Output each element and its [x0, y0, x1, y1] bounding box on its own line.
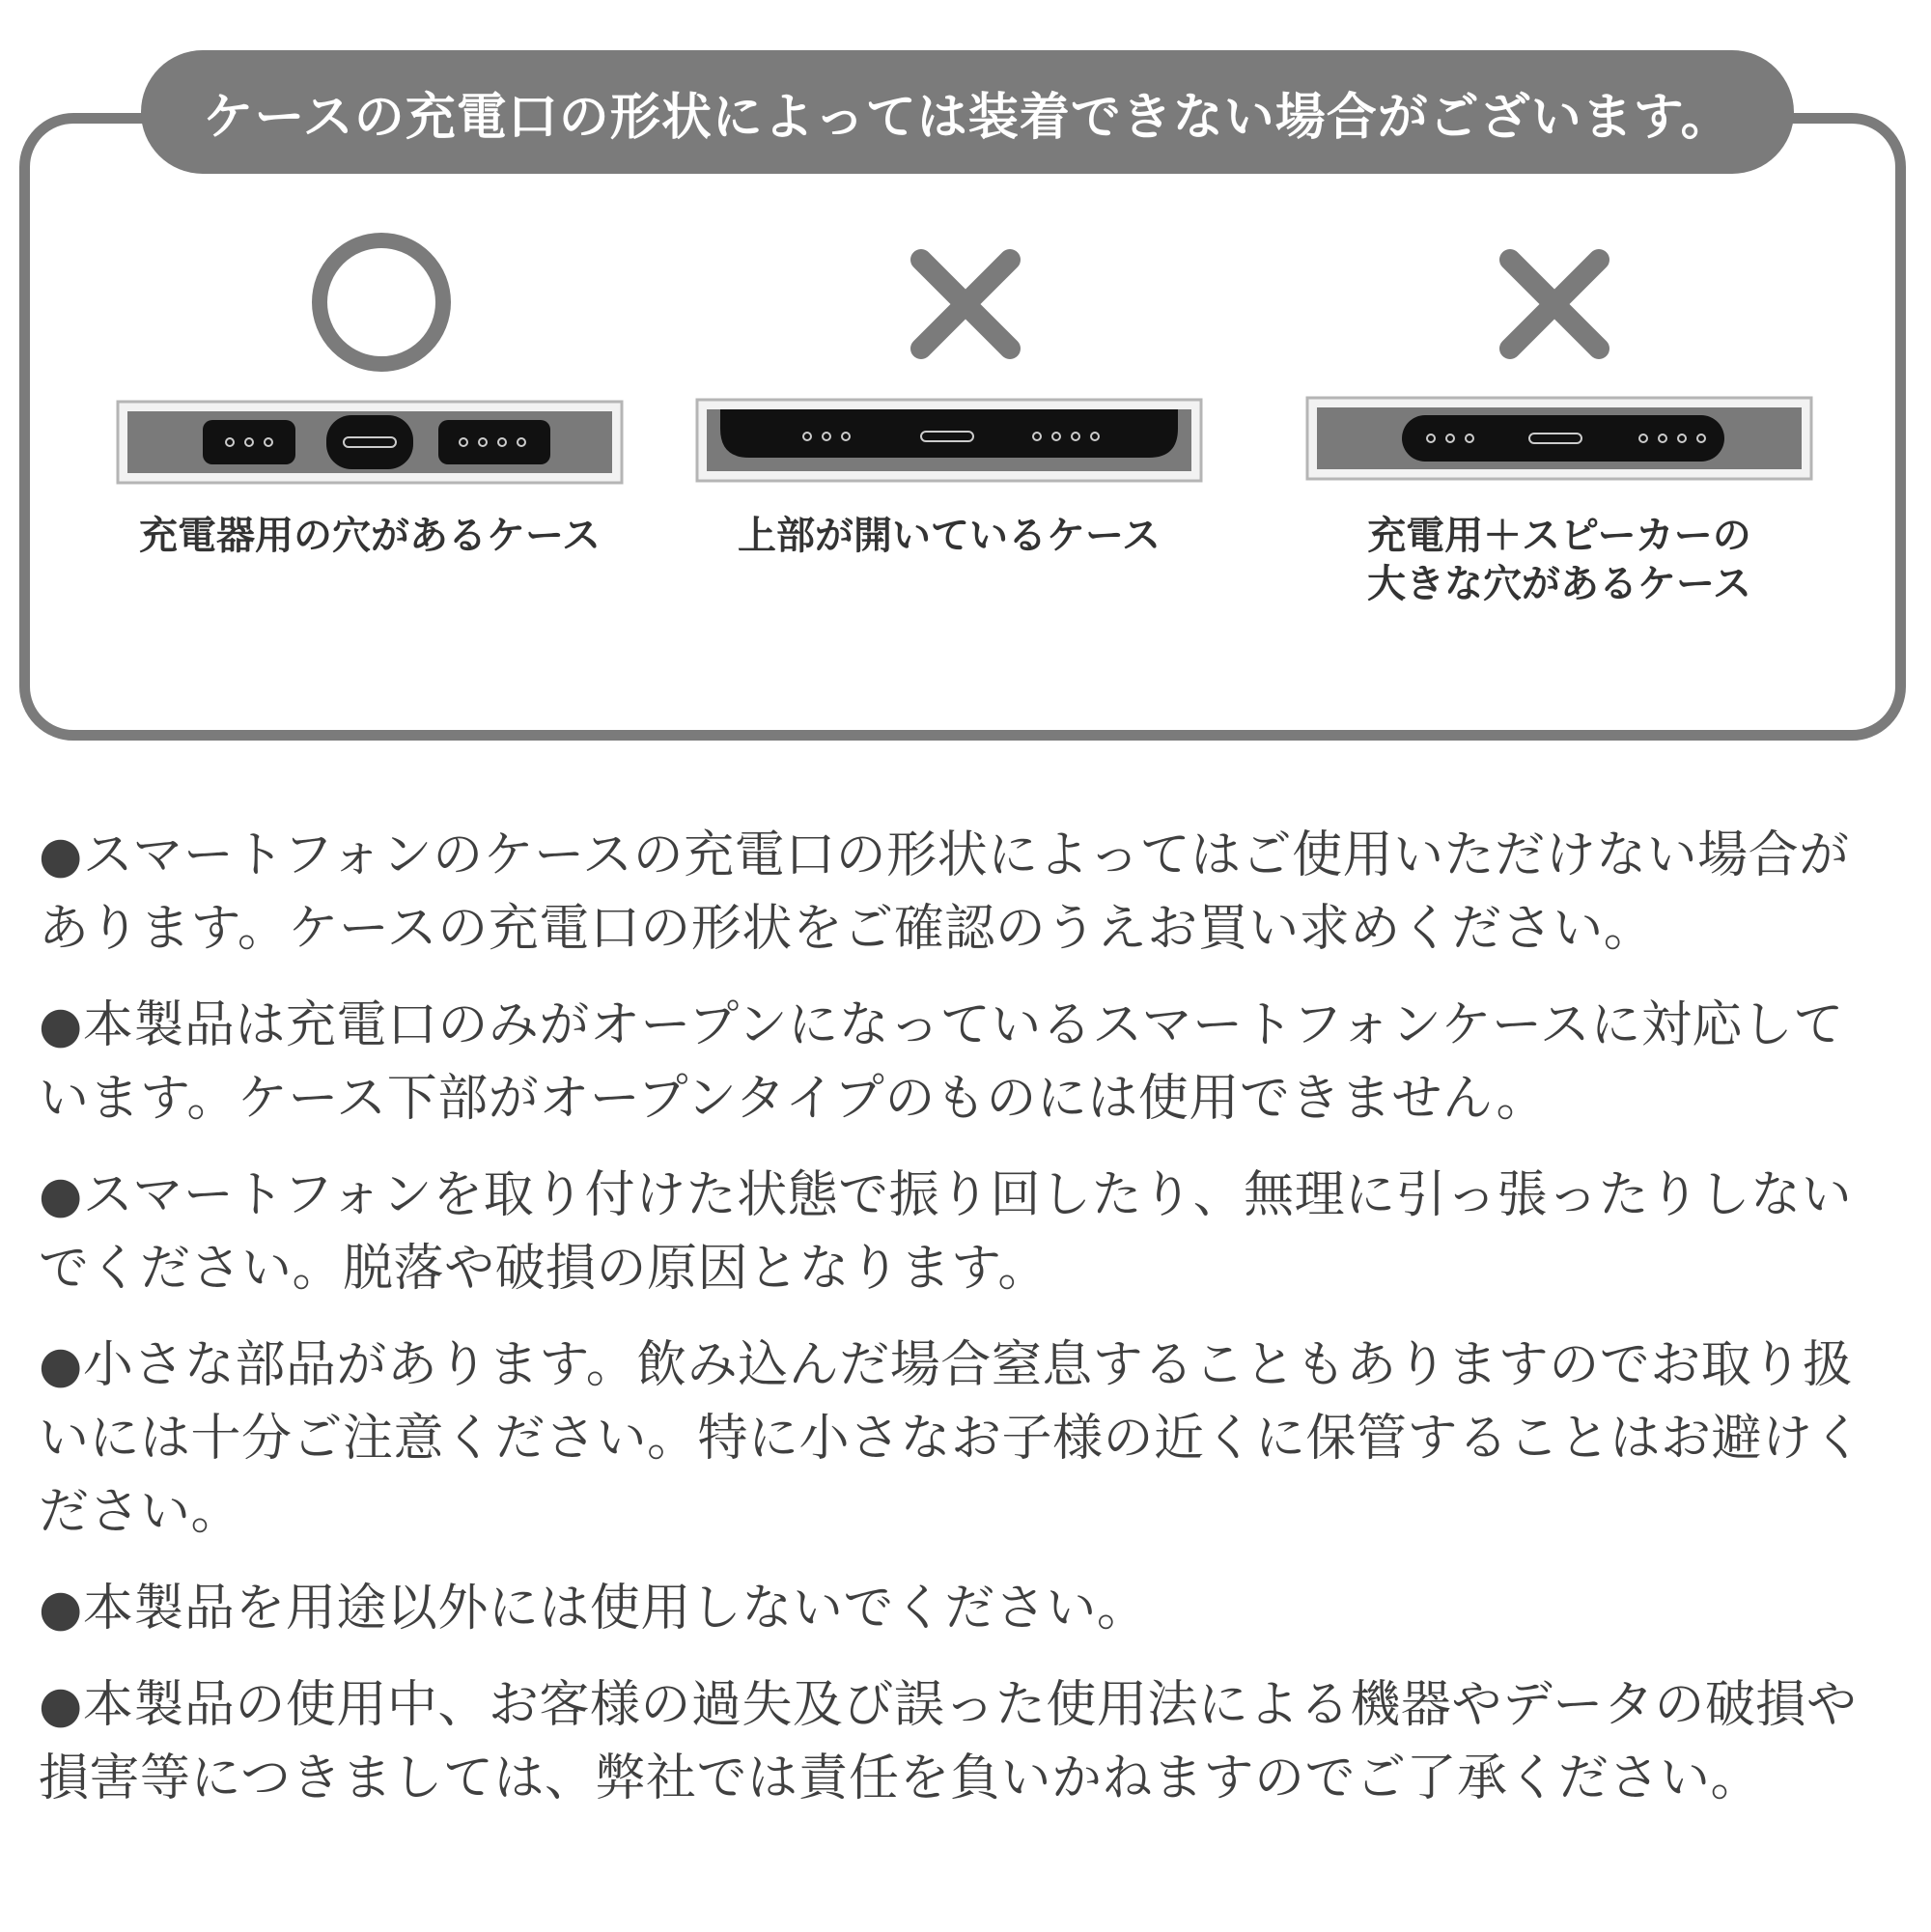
case-with-charger-hole-illustration [116, 400, 624, 485]
caption-line: 充電用＋スピーカーの [1367, 514, 1751, 558]
note-item: ●小さな部品があります。飲み込んだ場合窒息することもありますのでお取り扱いには十分ご注意ください。特に小さなお子様の近くに保管することはお避けください。 [39, 1336, 1864, 1541]
case-caption-3 [1305, 512, 1813, 608]
case-large-hole-illustration [1305, 396, 1813, 481]
caption-line: 充電器用の穴があるケース [139, 514, 601, 558]
note-item: ●スマートフォンを取り付けた状態で振り回したり、無理に引っ張ったりしないでください。脱落や破損の原因となります。 [39, 1166, 1853, 1298]
note-item: ●本製品を用途以外には使用しないでください。 [39, 1580, 1148, 1638]
note-item: ●本製品は充電口のみがオープンになっているスマートフォンケースに対応しています。ケース下部がオープンタイプのものには使用できません。 [39, 996, 1844, 1128]
cross-ng-icon [908, 246, 1023, 362]
note-item: ●スマートフォンのケースの充電口の形状によってはご使用いただけない場合があります。ケースの充電口の形状をご確認のうえお買い求めください。 [39, 826, 1850, 958]
panel-banner: ケースの充電口の形状によっては装着できない場合がございます。 [141, 50, 1794, 174]
case-caption-2 [695, 512, 1203, 560]
case-open-top-illustration [695, 398, 1203, 483]
note-item: ●本製品の使用中、お客様の過失及び誤った使用法による機器やデータの破損や損害等につきましては、弊社では責任を負いかねますのでご了承ください。 [39, 1676, 1858, 1807]
caution-notes [39, 819, 1892, 1838]
caption-line: 大きな穴があるケース [1367, 562, 1751, 606]
cross-ng-icon [1497, 246, 1612, 362]
case-caption-1 [116, 512, 624, 560]
caption-line: 上部が開いているケース [738, 514, 1161, 558]
circle-ok-icon [309, 230, 454, 375]
